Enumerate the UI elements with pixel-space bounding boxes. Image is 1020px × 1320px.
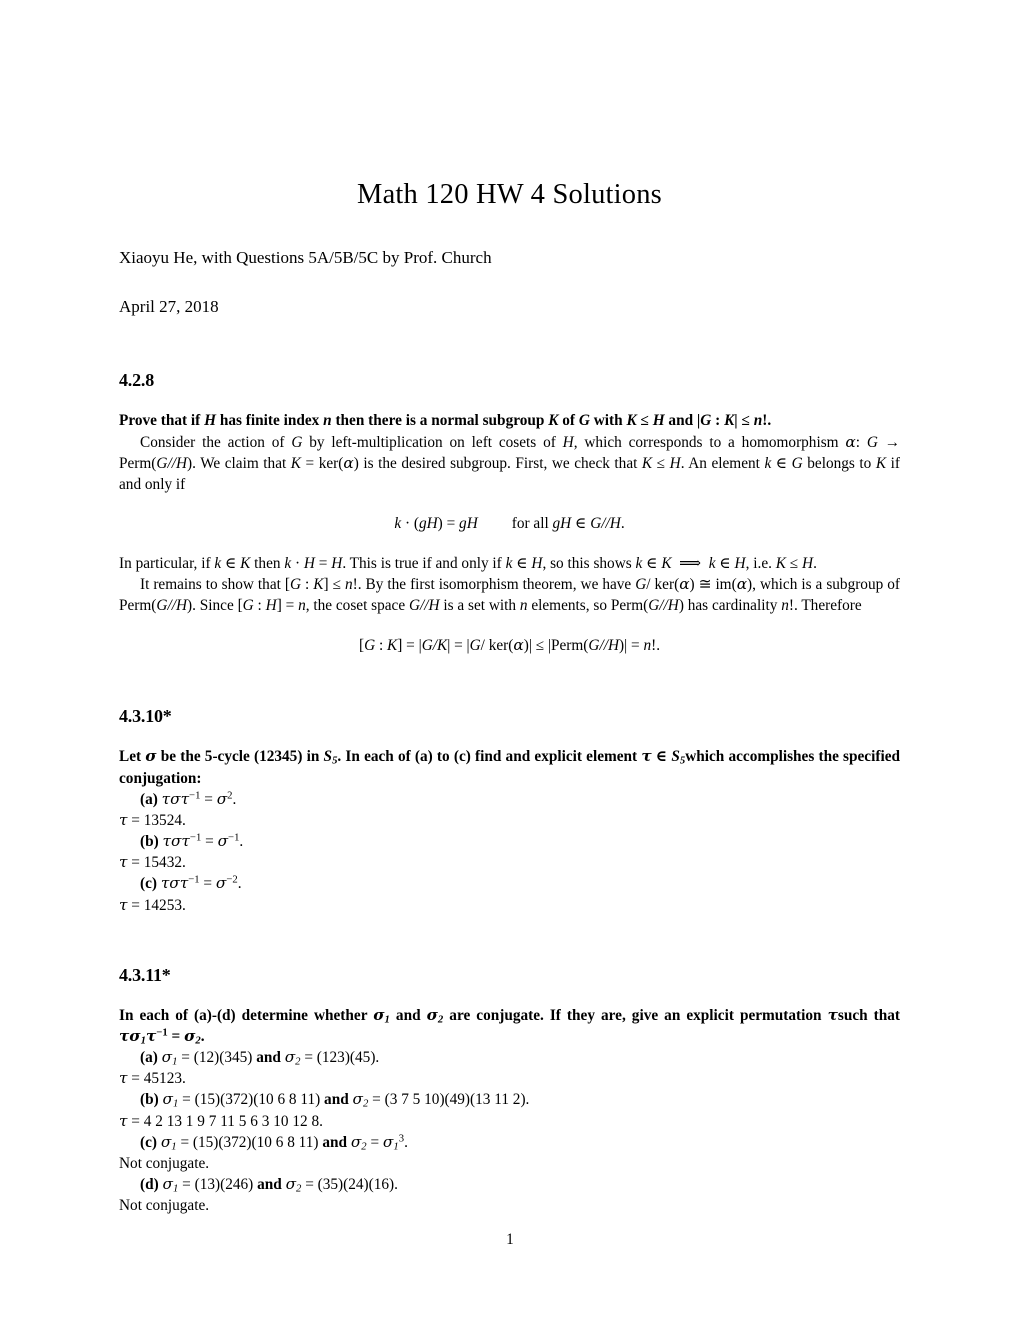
section-heading-4310: 4.3.10* [119, 706, 172, 727]
answer-4311-a: τ = 45123. [119, 1069, 186, 1088]
display-equation-2: [G : K] = |G/K| = |G/ ker(α)| ≤ |Perm(G//H)| = n!. [358, 636, 661, 655]
problem-item-4310-a: (a) $\tau\sigma\tau^{-1} = \sigma^2$. [140, 789, 237, 808]
problem-item-4311-a: (a) $\sigma_1 = (12)(345)$ and $\sigma_2 = (123)(45)$. [140, 1048, 380, 1068]
document-date: April 27, 2018 [119, 296, 219, 316]
problem-item-4311-b: (b) $\sigma_1 = (15)(372)(10$ 6 8 11) and $\sigma_2 = (3$ 7 5 10)(49)(13 11 2). [140, 1090, 530, 1111]
answer-4310-c: τ = 14253. [119, 895, 186, 914]
page-title: Math 120 HW 4 Solutions [357, 179, 662, 210]
section-heading-4311: 4.3.11* [119, 964, 171, 985]
answer-4311-b: τ = 4 2 13 1 9 7 11 5 6 3 10 12 8. [119, 1111, 323, 1130]
page-number: 1 [506, 1231, 514, 1248]
document-author: Xiaoyu He, with Questions 5A/5B/5C by Prof. Church [119, 248, 492, 268]
problem-statement-4310: Let σ be the 5-cycle (12345) in $S_5$. In each of (a) to (c) find and explicit element τ ∈ $S_5which$ accomplishes the specified conjugation: [119, 747, 900, 787]
problem-item-4311-c: (c) $\sigma_1 = (15)(372)(10$ 6 8 11) and $\sigma_2 = \sigma_1^3$. [140, 1132, 408, 1153]
display-equation-1: k · (gH) = gH for all gH ∈ G//H. [394, 515, 625, 533]
answer-4310-b: τ = 15432. [119, 853, 186, 872]
proof-paragraph-1: Consider the action of G by left-multiplication on left cosets of H, which corresponds to a homomorphism α: G → Perm(G//H). We claim that K = ker(α) is the desired subgroup. First, we check that K ≤ H. An element k ∈ G belongs to K if and only if [119, 432, 901, 493]
answer-4310-a: τ = 13524. [119, 810, 186, 829]
problem-item-4310-b: (b) $\tau\sigma\tau^{-1} = \sigma^{-1}$. [140, 831, 244, 851]
answer-4311-c: Not conjugate. [119, 1154, 210, 1172]
problem-statement-4311: In each of (a)-(d) determine whether $\sigma_1$ and $\sigma_2$ are conjugate. If they are, give an explicit permutation τsuch that $\tau\sigma_1\tau^{-1} = \sigma_2$. [119, 1005, 901, 1047]
problem-item-4310-c: (c) $\tau\sigma\tau^{-1} = \sigma^{-2}$. [140, 874, 242, 893]
proof-paragraph-3: It remains to show that [G : K] ≤ n!. By the first isomorphism theorem, we have G/ ker(α) ≅ im(α), which is a subgroup of Perm(G//H). Since [G : H] = n, the coset space G//H is a set with n elements, so Perm(G//H) has cardinality n!. Therefore [119, 575, 900, 615]
answer-4311-d: Not conjugate. [119, 1197, 210, 1215]
problem-statement-428: Prove that if H has finite index n then there is a normal subgroup K of G with K ≤ H and |G : K| ≤ n!. [119, 412, 772, 430]
title-block [119, 0, 900, 318]
problem-item-4311-d: (d) $\sigma_1 = (13)(246)$ and $\sigma_2 = (35)(24)(16)$. [140, 1175, 398, 1195]
page-content [119, 0, 900, 1216]
proof-paragraph-2: In particular, if k ∈ K then k · H = H. This is true if and only if k ∈ H, so this shows k ∈ K ⟹ k ∈ H, i.e. K ≤ H. [119, 554, 817, 572]
section-heading-428: 4.2.8 [119, 370, 155, 391]
